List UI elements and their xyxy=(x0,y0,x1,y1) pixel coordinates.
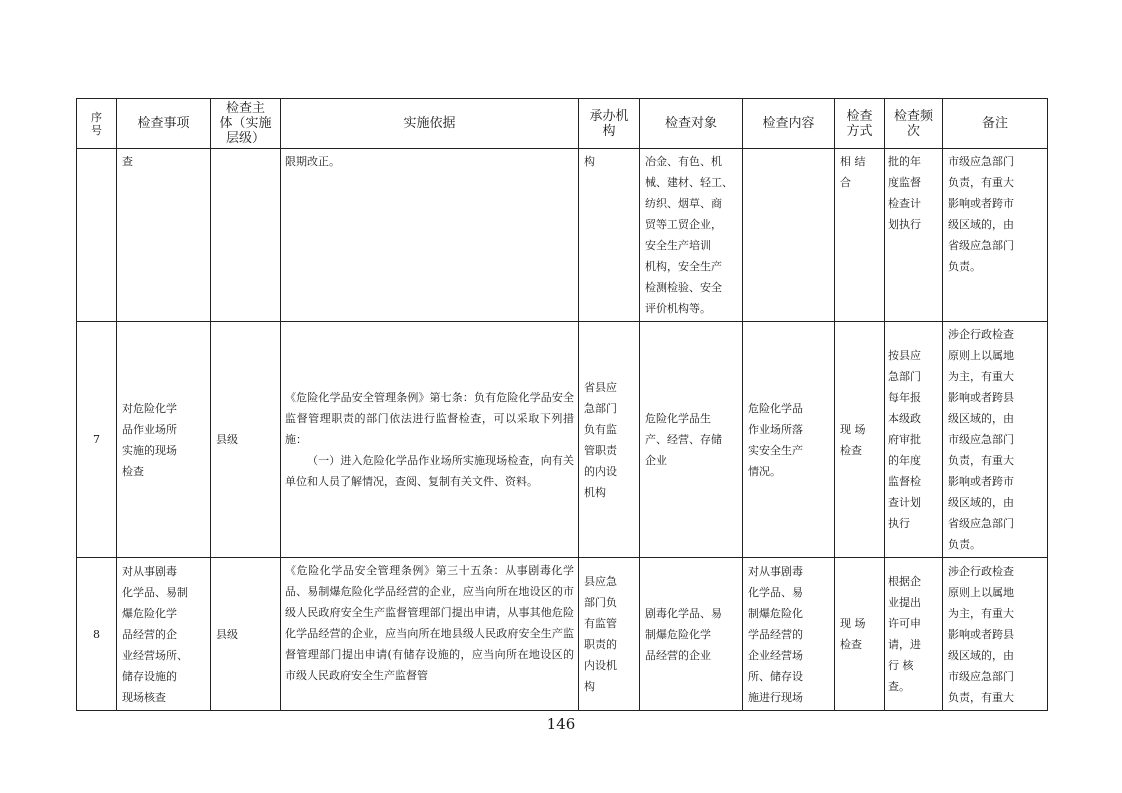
table-row xyxy=(77,322,1048,558)
cell-target: 危险化学品生 产、经营、存储 企业 xyxy=(640,322,743,558)
cell-content: 危险化学品 作业场所落 实安全生产 情况。 xyxy=(743,322,835,558)
header-method: 检查 方式 xyxy=(835,99,885,149)
cell-content xyxy=(743,149,835,322)
cell-remark: 市级应急部门 负责，有重大 影响或者跨市 级区域的，由 省级应急部门 负责。 xyxy=(943,149,1048,322)
table-row xyxy=(77,558,1048,711)
cell-freq: 根据企 业提出 许可申 请，进 行 核 查。 xyxy=(885,558,943,711)
header-freq: 检查频 次 xyxy=(885,99,943,149)
basis-paragraph: 《危险化学品安全管理条例》第三十五条：从事剧毒化学品、易制爆危险化学品经营的企业，应当向所在地设区的市级人民政府安全生产监督管理部门提出申请，从事其他危险化学品经营的企业，应当向所在地县级人民政府安全生产监督管理部门提出申请(有储存设施的，应当向所在地设区的市级人民政府安全生产监督管 xyxy=(285,564,574,682)
cell-target: 冶金、有色、机 械、建材、轻工、 纺织、烟草、商 贸等工贸企业， 安全生产培训 机构，安全生产 检测检验、安全 评价机构等。 xyxy=(640,149,743,322)
cell-content: 对从事剧毒 化学品、易 制爆危险化 学品经营的 企业经营场 所、储存设 施进行现场 xyxy=(743,558,835,711)
cell-subject: 县级 xyxy=(211,558,281,711)
cell-item: 查 xyxy=(117,149,211,322)
cell-agency: 省县应 急部门 负有监 管职责 的内设 机构 xyxy=(579,322,640,558)
header-agency: 承办机 构 xyxy=(579,99,640,149)
cell-remark: 涉企行政检查 原则上以属地 为主，有重大 影响或者跨县 级区域的，由 市级应急部门 负责，有重大 xyxy=(943,558,1048,711)
header-target: 检查对象 xyxy=(640,99,743,149)
cell-target: 剧毒化学品、易 制爆危险化学 品经营的企业 xyxy=(640,558,743,711)
basis-paragraph: 《危险化学品安全管理条例》第七条：负有危险化学品安全监督管理职责的部门依法进行监督检查，可以采取下列措施： xyxy=(285,391,574,446)
table-row xyxy=(77,149,1048,322)
cell-freq: 按县应 急部门 每年报 本级政 府审批 的年度 监督检 查计划 执行 xyxy=(885,322,943,558)
header-subject: 检查主 体（实施 层级） xyxy=(211,99,281,149)
page-number: 146 xyxy=(546,715,576,733)
cell-method: 现 场 检查 xyxy=(835,322,885,558)
header-row xyxy=(77,99,1048,149)
header-basis: 实施依据 xyxy=(281,99,579,149)
cell-agency: 构 xyxy=(579,149,640,322)
basis-paragraph: （一）进入危险化学品作业场所实施现场检查，向有关单位和人员了解情况，查阅、复制有关文件、资料。 xyxy=(285,454,574,488)
header-remark: 备注 xyxy=(943,99,1048,149)
header-content: 检查内容 xyxy=(743,99,835,149)
cell-item: 对从事剧毒 化学品、易制 爆危险化学 品经营的企 业经营场所、 储存设施的 现场核查 xyxy=(117,558,211,711)
cell-subject: 县级 xyxy=(211,322,281,558)
cell-subject xyxy=(211,149,281,322)
cell-method: 相 结 合 xyxy=(835,149,885,322)
inspection-table xyxy=(76,98,1048,711)
cell-seq xyxy=(77,149,117,322)
header-seq: 序 号 xyxy=(77,99,117,149)
basis-paragraph: 限期改正。 xyxy=(285,155,340,168)
cell-seq: 7 xyxy=(77,322,117,558)
cell-seq: 8 xyxy=(77,558,117,711)
cell-method: 现 场 检查 xyxy=(835,558,885,711)
cell-freq: 批的年 度监督 检查计 划执行 xyxy=(885,149,943,322)
cell-remark: 涉企行政检查 原则上以属地 为主，有重大 影响或者跨县 级区域的，由 市级应急部门 负责，有重大 影响或者跨市 级区域的，由 省级应急部门 负责。 xyxy=(943,322,1048,558)
cell-basis xyxy=(281,322,579,558)
header-item: 检查事项 xyxy=(117,99,211,149)
cell-basis xyxy=(281,149,579,322)
cell-agency: 县应急 部门负 有监管 职责的 内设机 构 xyxy=(579,558,640,711)
cell-item: 对危险化学 品作业场所 实施的现场 检查 xyxy=(117,322,211,558)
cell-basis xyxy=(281,558,579,711)
